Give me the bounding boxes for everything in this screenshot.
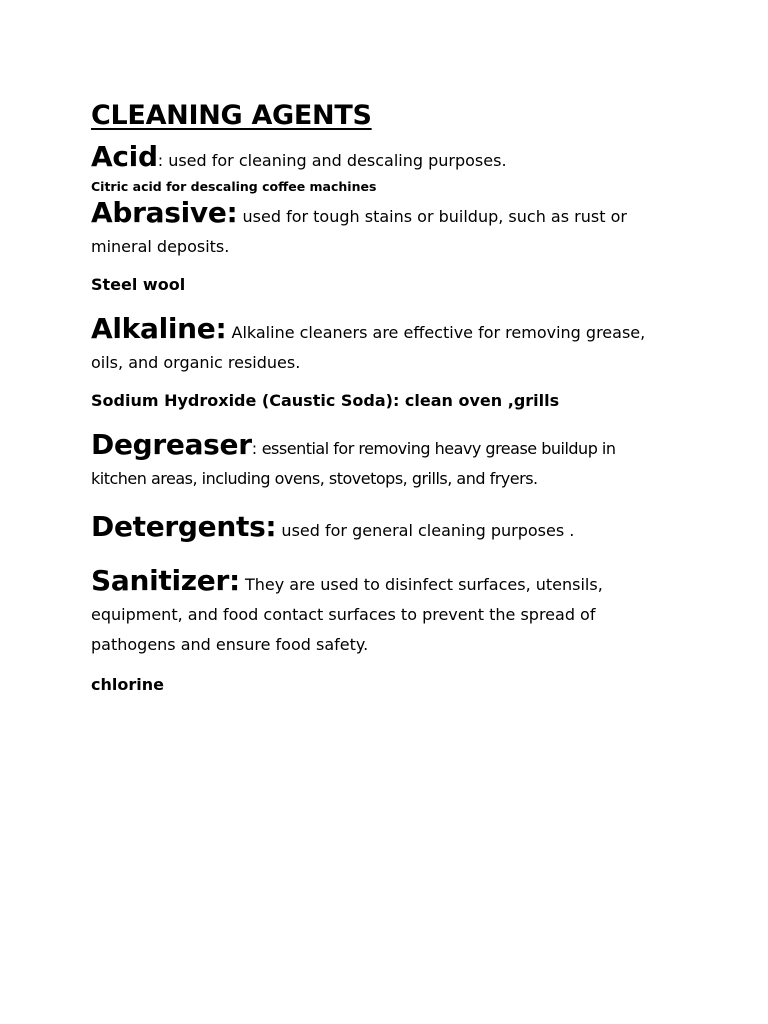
entry-sanitizer [91, 566, 671, 660]
term-acid: Acid [91, 140, 158, 173]
term-sanitizer: Sanitizer: [91, 564, 240, 597]
example-abrasive: Steel wool [91, 275, 186, 294]
separator-degreaser: : [251, 439, 258, 458]
term-degreaser: Degreaser [91, 428, 252, 461]
term-abrasive: Abrasive: [91, 196, 238, 229]
document-page [91, 96, 671, 696]
description-alkaline: Alkaline cleaners are effective for removing grease, oils, and organic residues. [91, 323, 646, 372]
entry-detergents [91, 512, 671, 546]
example-alkaline: Sodium Hydroxide (Caustic Soda): clean oven ,grills [91, 391, 560, 410]
description-sanitizer: They are used to disinfect surfaces, utensils, equipment, and food contact surfaces to prevent the spread of pathogens and ensure food safety. [91, 575, 603, 654]
term-alkaline: Alkaline: [91, 312, 227, 345]
example-acid: Citric acid for descaling coffee machines [91, 179, 377, 194]
description-detergents: used for general cleaning purposes . [276, 521, 575, 540]
entry-degreaser [91, 430, 671, 494]
document-title: CLEANING AGENTS [91, 100, 372, 131]
term-detergents: Detergents: [91, 510, 277, 543]
example-sanitizer: chlorine [91, 675, 164, 694]
description-abrasive: used for tough stains or buildup, such as rust or mineral deposits. [91, 207, 627, 256]
entry-abrasive [91, 198, 671, 262]
entry-alkaline [91, 314, 671, 378]
description-degreaser: essential for removing heavy grease buildup in kitchen areas, including ovens, stovetops, grills, and fryers. [91, 439, 616, 488]
description-acid: used for cleaning and descaling purposes. [163, 151, 507, 170]
entry-acid [91, 142, 671, 176]
separator-acid: : [157, 151, 164, 170]
